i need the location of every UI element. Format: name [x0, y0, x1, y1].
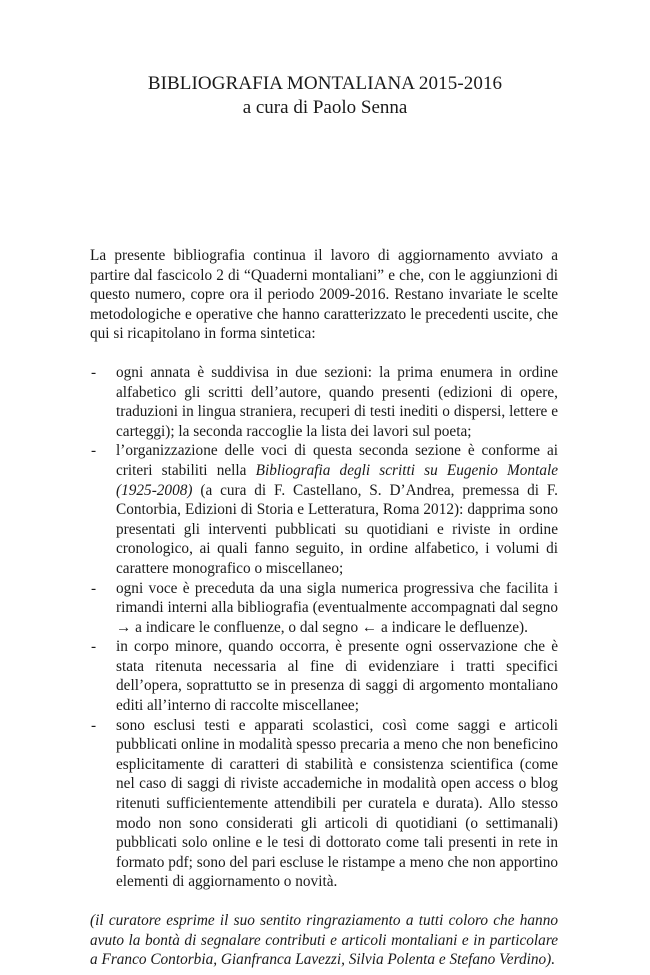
list-item — [90, 441, 558, 578]
list-bullet: - — [91, 638, 97, 656]
list-item — [90, 579, 558, 638]
intro-paragraph: La presente bibliografia continua il lavoro di aggiornamento avviato a partire dal fascicolo 2 di “Quaderni montaliani” e che, con le aggiunzioni di questo numero, copre ora il periodo 2009-2016. Restano invariate le scelte metodologiche e operative che hanno caratterizzato le precedenti uscite, che qui si ricapitolano in forma sintetica: — [90, 247, 558, 343]
list-bullet: - — [91, 716, 97, 734]
list-item-text: ogni annata è suddivisa in due sezioni: la prima enumera in ordine alfabetico gli scritti dell’autore, quando presenti (edizioni di opere, traduzioni in lingua straniera, recuperi di testi inediti o dispersi, lettere e carteggi); la seconda raccoglie la lista dei lavori sul poeta; — [116, 363, 558, 440]
list-bullet: - — [91, 363, 97, 381]
document-body — [90, 246, 558, 970]
list-bullet: - — [91, 442, 97, 460]
list-item-text: ogni voce è preceduta da una sigla numerica progressiva che facilita i rimandi interni alla bibliografia (eventualmente accompagnati dal segno → a indicare le confluenze, o dal segno ← a indicare le defluenze). — [116, 579, 558, 636]
list-item-text: in corpo minore, quando occorra, è presente ogni osservazione che è stata ritenuta necessaria al fine di evidenziare i tratti specifici dell’opera, soprattutto se in presenza di saggi di argomento montaliano editi all’interno di raccolte miscellanee; — [116, 638, 558, 715]
criteria-list — [90, 363, 558, 892]
list-item-text: (a cura di F. Castellano, S. D’Andrea, premessa di F. Contorbia, Edizioni di Storia e Letteratura, Roma 2012): dapprima sono presentati gli interventi pubblicati su quotidiani e riviste in ordine cronologico, ai quali fanno seguito, in ordine alfabetico, i volumi di carattere monografico o miscellaneo; — [116, 481, 558, 577]
list-item — [90, 363, 558, 441]
page-title: BIBLIOGRAFIA MONTALIANA 2015-2016 — [147, 73, 503, 94]
acknowledgement-note: (il curatore esprime il suo sentito ringraziamento a tutti coloro che hanno avuto la bontà di segnalare contributi e articoli montaliani e in particolare a Franco Contorbia, Gianfranca Lavezzi, Silvia Polenta e Stefano Verdino). — [90, 912, 558, 969]
list-item — [90, 716, 558, 892]
page-subtitle: a cura di Paolo Senna — [242, 97, 408, 118]
list-item-text: sono esclusi testi e apparati scolastici, così come saggi e articoli pubblicati online in modalità spesso precaria a meno che non beneficino esplicitamente di caratteri di stabilità e consistenza scientifica (come nel caso di saggi di riviste accademiche in modalità open access o blog ritenuti sufficientemente attendibili per curatela e durata). Allo stesso modo non sono considerati gli articoli di quotidiani (o settimanali) pubblicati solo online e le tesi di dottorato come tali presenti in rete in formato pdf; sono del pari escluse le ristampe a meno che non apportino elementi di aggiornamento o novità. — [116, 716, 558, 891]
list-item — [90, 637, 558, 715]
book-title: Bibliografia degli scritti su Eugenio Montale (1925-2008) — [116, 461, 559, 499]
list-item-text: l’organizzazione delle voci di questa seconda sezione è conforme ai criteri stabiliti nella — [116, 442, 558, 479]
list-bullet: - — [91, 579, 97, 597]
